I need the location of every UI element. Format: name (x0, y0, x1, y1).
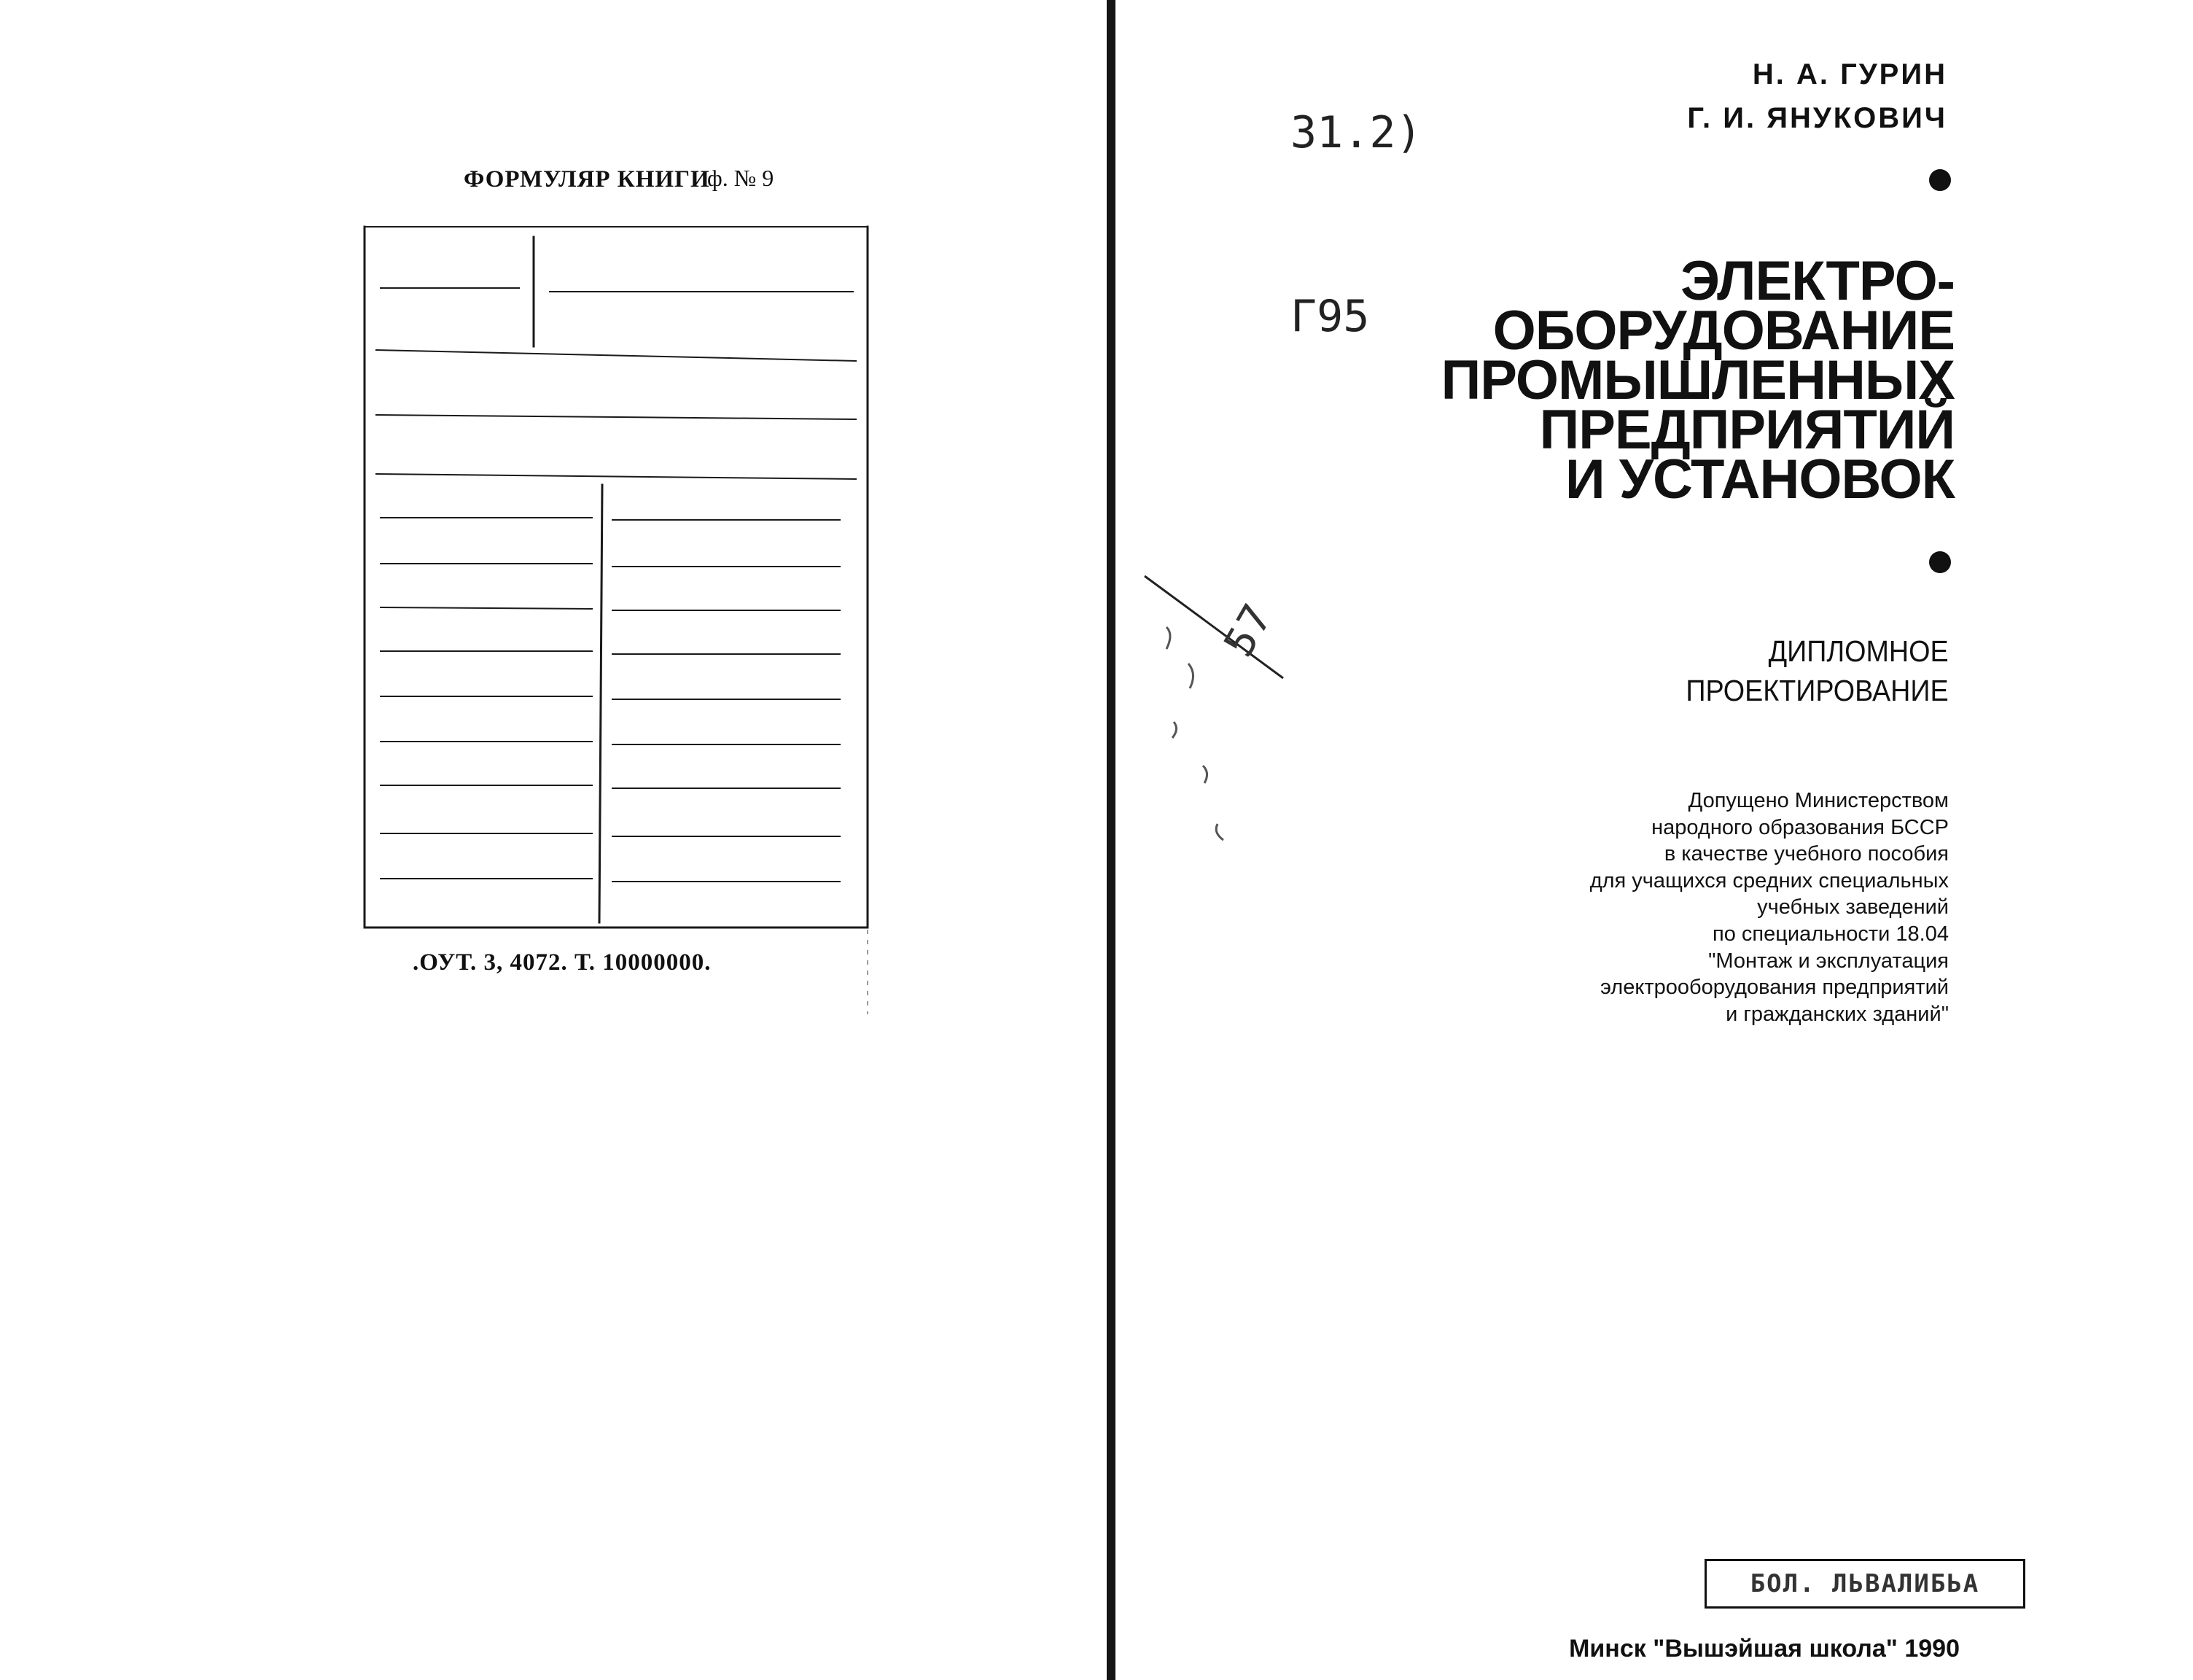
author-name: Г. И. ЯНУКОВИЧ (1687, 102, 1947, 134)
publisher-imprint: Минск "Вышэйшая школа" 1990 (1569, 1635, 1960, 1662)
approval-line: в качестве учебного пособия (1664, 842, 1949, 866)
author-name: Н. А. ГУРИН (1752, 58, 1947, 90)
approval-line: по специальности 18.04 (1713, 922, 1949, 946)
title-line: ПРОМЫШЛЕННЫХ (1441, 349, 1955, 411)
form-card-footer: .ОУТ. 3, 4072. Т. 10000000. (413, 949, 712, 976)
authors (1687, 52, 1947, 140)
subtitle-line: ПРОЕКТИРОВАНИЕ (1686, 674, 1949, 707)
title-line: И УСТАНОВОК (1565, 448, 1955, 510)
handwritten-number: 57 (1215, 596, 1282, 665)
form-card-number: ф. № 9 (707, 165, 774, 191)
approval-line: народного образования БССР (1651, 815, 1949, 839)
title-line: ПРЕДПРИЯТИЙ (1539, 399, 1955, 461)
bullet-ornament (1929, 169, 1951, 191)
shelfmark-line-2: Г95 (1290, 291, 1370, 342)
ministry-approval-note (1590, 788, 1949, 1027)
handwritten-mark (1137, 561, 1327, 871)
approval-line: электрооборудования предприятий (1600, 976, 1949, 1000)
approval-line: и гражданских зданий" (1726, 1002, 1949, 1026)
approval-line: для учащихся средних специальных (1589, 868, 1949, 892)
bullet-ornament (1929, 551, 1951, 573)
book-form-card (359, 222, 873, 1014)
library-stamp: БОЛ. ЛЬВАЛИБЬА (1705, 1559, 2025, 1609)
shelfmark-line-1: 31.2) (1290, 107, 1422, 158)
book-subtitle (1686, 631, 1949, 710)
book-spine-gutter (1107, 0, 1115, 1680)
title-line: ЭЛЕКТРО- (1680, 250, 1955, 312)
subtitle-line: ДИПЛОМНОЕ (1768, 634, 1949, 668)
form-card-grid (359, 222, 873, 1014)
form-card-header: ФОРМУЛЯР КНИГИ (464, 166, 710, 192)
library-shelfmark (1290, 0, 1422, 408)
approval-line: "Монтаж и эксплуатация (1708, 949, 1949, 973)
book-title (1441, 250, 1955, 510)
title-line: ОБОРУДОВАНИЕ (1492, 300, 1955, 362)
approval-line: учебных заведений (1757, 895, 1949, 919)
approval-line: Допущено Министерством (1688, 789, 1949, 812)
